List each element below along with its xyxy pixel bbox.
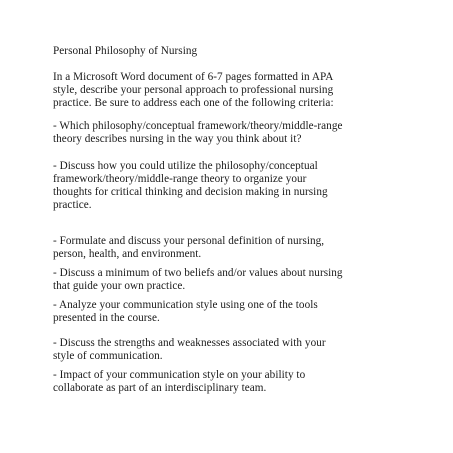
criterion-line: that guide your own practice. — [53, 280, 186, 292]
criterion-line: presented in the course. — [53, 312, 160, 324]
criterion-line: practice. — [53, 199, 92, 211]
criterion-line: - Which philosophy/conceptual framework/theory/middle-range — [53, 120, 343, 132]
document-title: Personal Philosophy of Nursing — [53, 45, 198, 57]
criterion-line: style of communication. — [53, 350, 163, 362]
criterion-line: framework/theory/middle-range theory to organize your — [53, 173, 307, 185]
criterion-line: - Discuss a minimum of two beliefs and/or values about nursing — [53, 267, 343, 279]
criterion-line: - Discuss the strengths and weaknesses associated with your — [53, 337, 326, 349]
criterion-line: - Analyze your communication style using one of the tools — [53, 299, 318, 311]
intro-line: In a Microsoft Word document of 6-7 pages formatted in APA — [53, 71, 334, 83]
criterion-line: collaborate as part of an interdisciplinary team. — [53, 382, 267, 394]
intro-line: practice. Be sure to address each one of the following criteria: — [53, 97, 334, 109]
criterion-line: - Discuss how you could utilize the philosophy/conceptual — [53, 160, 318, 172]
criterion-line: thoughts for critical thinking and decision making in nursing — [53, 186, 328, 198]
criterion-line: - Impact of your communication style on your ability to — [53, 369, 306, 381]
criterion-line: theory describes nursing in the way you think about it? — [53, 133, 302, 145]
intro-line: style, describe your personal approach to professional nursing — [53, 84, 334, 96]
criterion-line: - Formulate and discuss your personal definition of nursing, — [53, 235, 325, 247]
criterion-line: person, health, and environment. — [53, 248, 202, 260]
